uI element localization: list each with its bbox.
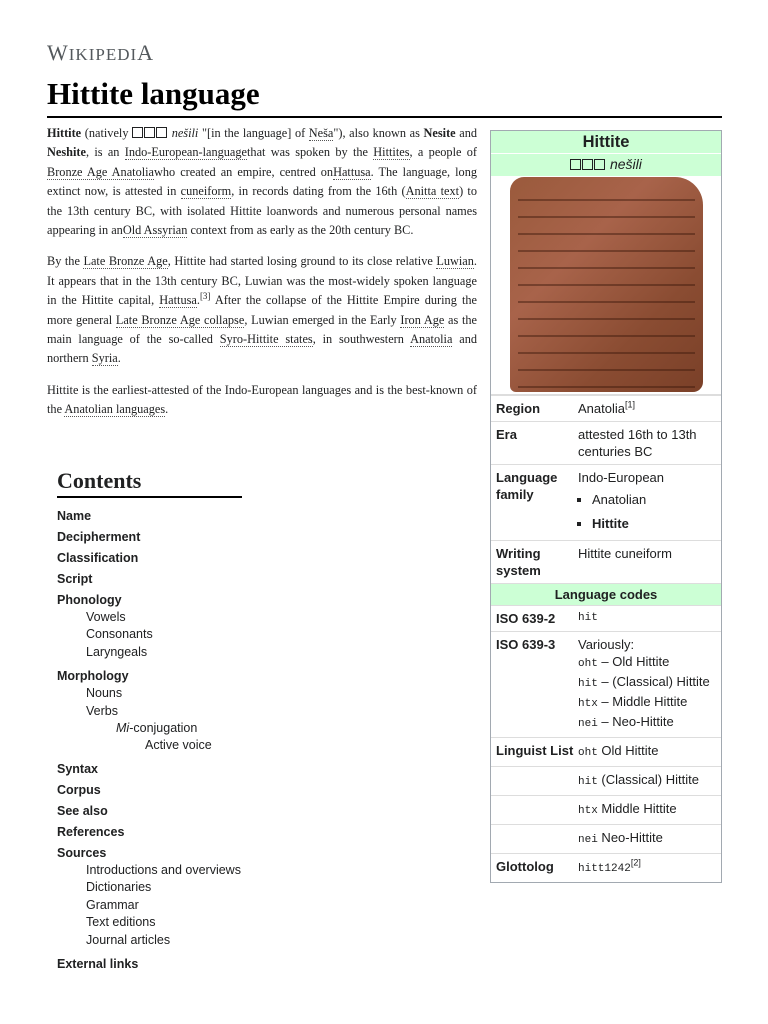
iso3-list	[578, 653, 717, 733]
infobox	[490, 130, 722, 883]
link-hittites[interactable]: Hittites	[373, 145, 410, 160]
text: . It appears that in the 13th century BC, Luwian was the most-widely spoken language in the Hittite capital,	[47, 254, 477, 308]
toc-item-label: Nouns	[86, 686, 123, 701]
link-indo-european[interactable]: Indo-European-language	[124, 145, 247, 160]
link-syro-hittite-states[interactable]: Syro-Hittite states	[219, 332, 313, 347]
row-label	[496, 829, 578, 849]
toc-item[interactable]	[57, 737, 357, 754]
cuneiform-glyph-icon	[594, 159, 605, 170]
infobox-native-name	[491, 153, 721, 176]
text: who created an empire, centred on	[154, 164, 334, 179]
toc-item-label: Consonants	[86, 627, 153, 642]
iso3-code-line	[578, 673, 717, 693]
citation-1[interactable]: [1]	[624, 399, 635, 410]
linguist-desc: Old Hittite	[597, 743, 659, 758]
link-late-bronze-age[interactable]: Late Bronze Age	[83, 254, 168, 269]
toc-item-label: References	[57, 825, 125, 840]
citation-3[interactable]: [3]	[199, 291, 211, 302]
iso3-desc: – Middle Hittite	[597, 694, 688, 709]
article-body	[47, 124, 477, 432]
toc-item-label: Morphology	[57, 669, 129, 684]
iso3-code-line	[578, 653, 717, 673]
iso3-desc: – Neo-Hittite	[597, 714, 674, 729]
iso3-desc: – Old Hittite	[597, 654, 670, 669]
toc-item-label: Dictionaries	[86, 880, 152, 895]
toc-item[interactable]	[57, 862, 357, 879]
text: Hittite is the earliest-attested of the Indo-European languages and is the best-known of the	[47, 382, 477, 417]
toc-item-label: Grammar	[86, 897, 139, 912]
row-value	[578, 400, 717, 417]
toc-item[interactable]	[57, 571, 357, 588]
link-late-bronze-age-collapse[interactable]: Late Bronze Age collapse	[115, 312, 245, 327]
toc-item-label: Decipherment	[57, 530, 141, 544]
link-anitta-text[interactable]: Anitta text	[405, 184, 460, 199]
infobox-row-iso3	[491, 631, 721, 737]
iso3-code[interactable]: oht	[578, 658, 598, 670]
toc-item[interactable]	[57, 592, 357, 609]
toc-item-label: -conjugation	[129, 721, 198, 736]
toc-item[interactable]	[57, 914, 357, 931]
page-title: Hittite language	[47, 76, 722, 118]
toc-item-label: Syntax	[57, 762, 98, 777]
text: .	[165, 402, 169, 417]
linguist-code[interactable]: hit	[578, 776, 598, 788]
glottolog-code[interactable]: hitt1242	[578, 863, 631, 875]
family-branch[interactable]: ▪ Anatolian	[592, 488, 717, 512]
tablet-line	[518, 335, 695, 337]
toc-item-label: Verbs	[86, 703, 118, 718]
text: .	[117, 351, 121, 366]
toc-item[interactable]	[57, 609, 357, 626]
tablet-line	[518, 386, 695, 388]
link-cuneiform[interactable]: cuneiform	[180, 184, 232, 199]
iso3-code-line	[578, 713, 717, 733]
infobox-row-era	[491, 421, 721, 464]
family-root[interactable]: Indo-European	[578, 470, 665, 485]
toc-item[interactable]	[57, 626, 357, 643]
toc-item-label: Laryngeals	[86, 644, 148, 659]
toc-item[interactable]	[57, 761, 357, 778]
intro-paragraph-1	[47, 124, 477, 240]
text: as the main language of the so-called	[47, 312, 477, 347]
link-anatolia[interactable]: Anatolia	[410, 332, 453, 347]
infobox-row-family	[491, 464, 721, 540]
logo-last: A	[137, 40, 155, 65]
table-of-contents	[57, 468, 357, 973]
linguist-desc: Neo-Hittite	[597, 830, 663, 845]
toc-item[interactable]	[57, 529, 357, 546]
text: context from as early as the 20th century BC.	[187, 223, 414, 238]
row-label[interactable]: Glottolog	[496, 859, 554, 874]
toc-item[interactable]	[57, 803, 357, 820]
iso3-code[interactable]: htx	[578, 698, 598, 710]
infobox-image[interactable]	[491, 176, 721, 395]
text: , a people of	[409, 145, 478, 160]
text: (natively	[81, 126, 133, 140]
text: By the	[47, 254, 84, 269]
row-value[interactable]: hit	[578, 612, 598, 624]
toc-item[interactable]	[57, 720, 357, 737]
bold-term: Hittite	[47, 126, 82, 140]
toc-item-label: Vowels	[86, 610, 126, 624]
iso3-code-line	[578, 693, 717, 713]
toc-list	[57, 508, 357, 973]
row-value	[578, 636, 717, 733]
linguist-list-rows	[491, 737, 721, 853]
toc-item-label: Journal articles	[86, 932, 171, 947]
linguist-desc: (Classical) Hittite	[597, 772, 699, 787]
toc-item-label: Corpus	[57, 783, 101, 798]
text: and	[455, 126, 477, 140]
infobox-title: Hittite	[491, 131, 721, 153]
tablet-line	[518, 369, 695, 371]
text: , Hittite had started losing ground to its close relative	[167, 254, 437, 269]
tablet-line	[518, 267, 695, 269]
toc-item-label: Script	[57, 572, 93, 586]
citation-2[interactable]: [2]	[630, 857, 641, 868]
row-label[interactable]: ISO 639-2	[496, 611, 556, 626]
text: , is an	[85, 145, 125, 160]
cuneiform-glyph-icon	[582, 159, 593, 170]
linguist-desc: Middle Hittite	[597, 801, 677, 816]
toc-item-label: See also	[57, 804, 108, 819]
infobox-row-linguist	[491, 824, 721, 853]
linguist-code[interactable]: htx	[578, 805, 598, 817]
tablet-line	[518, 250, 695, 252]
row-value[interactable]	[578, 771, 717, 791]
wikipedia-logo[interactable]	[47, 40, 154, 66]
infobox-row-glottolog	[491, 853, 721, 882]
row-value	[578, 858, 717, 878]
text: . The language, long extinct now, is attested in	[47, 164, 477, 199]
text: and northern	[47, 332, 477, 366]
cuneiform-glyph-icon	[132, 127, 143, 138]
row-label	[496, 800, 578, 820]
native-word: nešili	[171, 126, 199, 140]
row-value[interactable]	[578, 829, 717, 849]
tablet-line	[518, 352, 695, 354]
intro-paragraph-3	[47, 381, 477, 420]
cuneiform-glyph-icon	[156, 127, 167, 138]
text: "[in the language] of	[198, 126, 309, 140]
link-hattusa[interactable]: Hattusa	[159, 293, 197, 308]
toc-item[interactable]	[57, 845, 357, 862]
toc-item-label: Active voice	[145, 738, 212, 753]
link-bronze-age-anatolia[interactable]: Bronze Age Anatolia	[47, 164, 155, 179]
infobox-row-linguist	[491, 737, 721, 766]
toc-item[interactable]	[57, 956, 357, 973]
row-label[interactable]: ISO 639-3	[496, 637, 556, 652]
toc-item[interactable]	[57, 824, 357, 841]
text: "), also known as	[333, 126, 424, 140]
bold-term: Nesite	[423, 126, 456, 140]
link-region[interactable]: Anatolia	[578, 401, 625, 416]
toc-item[interactable]	[57, 879, 357, 896]
family-leaf: ▪ Hittite	[592, 512, 717, 536]
link-iron-age[interactable]: Iron Age	[400, 312, 445, 327]
iso3-code[interactable]: hit	[578, 678, 598, 690]
toc-item[interactable]	[57, 782, 357, 799]
text: , in southwestern	[312, 332, 411, 347]
row-label	[496, 771, 578, 791]
iso3-desc: – (Classical) Hittite	[597, 674, 710, 689]
link-syria[interactable]: Syria	[91, 351, 118, 366]
toc-item-label: Name	[57, 509, 92, 523]
language-codes-header: Language codes	[491, 583, 721, 605]
toc-item[interactable]	[57, 685, 357, 702]
toc-item[interactable]	[57, 508, 357, 525]
iso3-code[interactable]: nei	[578, 718, 598, 730]
toc-item[interactable]	[57, 644, 357, 661]
row-value	[578, 469, 717, 536]
cuneiform-glyph-icon	[570, 159, 581, 170]
tablet-line	[518, 318, 695, 320]
family-tree	[578, 488, 717, 536]
link-nesa[interactable]: Neša	[308, 126, 334, 140]
toc-item-label: Phonology	[57, 593, 122, 607]
tablet-line	[518, 301, 695, 303]
infobox-row-linguist	[491, 766, 721, 795]
cuneiform-glyph-icon	[144, 127, 155, 138]
text: After the collapse of the Hittite Empire during the more general	[47, 293, 477, 327]
toc-item-label: Sources	[57, 846, 107, 861]
native-name-text: nešili	[609, 156, 642, 172]
text: ) to the 13th century BC, with isolated Hittite loanwords and numerous personal names appearing in an	[47, 184, 478, 238]
row-label: Writing system	[496, 546, 541, 578]
toc-item-label: Introductions and overviews	[86, 863, 241, 878]
text: .	[196, 293, 200, 308]
clay-tablet-image	[510, 177, 703, 392]
row-label: Era	[496, 427, 517, 442]
logo-first: W	[47, 40, 69, 65]
tablet-line	[518, 233, 695, 235]
intro-paragraph-2	[47, 252, 477, 368]
row-value[interactable]	[578, 742, 717, 762]
tablet-line	[518, 284, 695, 286]
link-luwian[interactable]: Luwian	[436, 254, 474, 269]
row-value[interactable]	[578, 800, 717, 820]
bold-term: Neshite	[47, 145, 86, 160]
toc-item[interactable]	[57, 897, 357, 914]
link-hattusa[interactable]: Hattusa	[333, 164, 371, 179]
text: , in records dating from the 16th (	[231, 184, 406, 199]
logo-rest: IKIPEDI	[68, 45, 138, 64]
link-old-assyrian[interactable]: Old Assyrian	[122, 223, 188, 238]
toc-item[interactable]	[57, 550, 357, 567]
tablet-line	[518, 199, 695, 201]
toc-item[interactable]	[57, 703, 357, 720]
toc-item-label: External links	[57, 957, 139, 972]
row-label[interactable]: Linguist List	[496, 743, 574, 758]
linguist-code[interactable]: nei	[578, 834, 598, 846]
infobox-row-iso2	[491, 605, 721, 631]
toc-item-label: Classification	[57, 551, 139, 565]
row-value[interactable]: Hittite cuneiform	[578, 546, 672, 561]
text: that was spoken by the	[247, 145, 374, 160]
row-label: Region	[496, 401, 541, 416]
infobox-row-region	[491, 395, 721, 421]
text: , Luwian emerged in the Early	[244, 312, 401, 327]
row-label: Language family	[496, 470, 558, 502]
iso3-intro: Variously:	[578, 637, 635, 652]
toc-heading: Contents	[57, 468, 242, 498]
toc-item[interactable]	[57, 932, 357, 949]
infobox-row-writing	[491, 540, 721, 583]
link-anatolian-languages[interactable]: Anatolian languages	[64, 402, 166, 417]
tablet-line	[518, 216, 695, 218]
infobox-row-linguist	[491, 795, 721, 824]
linguist-code[interactable]: oht	[578, 747, 598, 759]
toc-item[interactable]	[57, 668, 357, 685]
row-value: attested 16th to 13th centuries BC	[578, 427, 697, 459]
toc-item-label: Text editions	[86, 915, 156, 930]
toc-item-italic: Mi	[116, 721, 130, 736]
